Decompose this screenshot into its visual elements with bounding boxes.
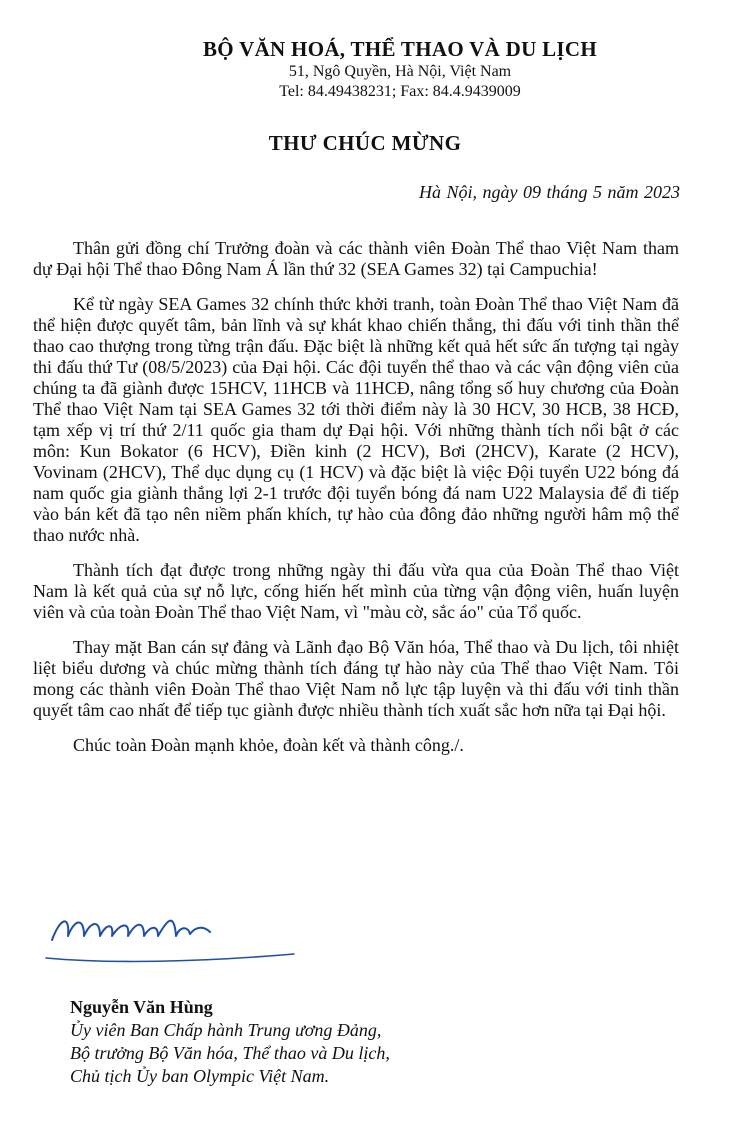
paragraph-congratulation: Thay mặt Ban cán sự đảng và Lãnh đạo Bộ Văn hóa, Thể thao và Du lịch, tôi nhiệt liệt biểu dương và chúc mừng thành tích đáng tự hào này của Thể thao Việt Nam. Tôi mong các thành viên Đoàn Thể thao Việt Nam nỗ lực tập luyện và thi đấu với tinh thần quyết tâm cao nhất để tiếp tục giành được nhiều thành tích xuất sắc hơn nữa tại Đại hội. bbox=[33, 637, 679, 720]
ministry-address: 51, Ngô Quyền, Hà Nội, Việt Nam bbox=[288, 63, 512, 80]
letter-body bbox=[33, 238, 679, 770]
ministry-contact: Tel: 84.49438231; Fax: 84.4.9439009 bbox=[279, 83, 521, 100]
paragraph-closing: Chúc toàn Đoàn mạnh khỏe, đoàn kết và thành công./. bbox=[73, 735, 464, 755]
letterhead bbox=[0, 36, 730, 102]
signer-role-3: Chủ tịch Ủy ban Olympic Việt Nam. bbox=[70, 1066, 330, 1086]
handwritten-signature bbox=[40, 896, 300, 968]
ministry-name: BỘ VĂN HOÁ, THỂ THAO VÀ DU LỊCH bbox=[203, 37, 597, 61]
signer-role-2: Bộ trưởng Bộ Văn hóa, Thể thao và Du lịch, bbox=[70, 1043, 390, 1063]
paragraph-effort: Thành tích đạt được trong những ngày thi đấu vừa qua của Đoàn Thể thao Việt Nam là kết quả của sự nỗ lực, cống hiến hết mình của từng vận động viên, huấn luyện viên và của toàn Đoàn Thể thao Việt Nam, vì "màu cờ, sắc áo" của Tổ quốc. bbox=[33, 560, 679, 622]
paragraph-achievements: Kể từ ngày SEA Games 32 chính thức khởi tranh, toàn Đoàn Thể thao Việt Nam đã thể hiện được quyết tâm, bản lĩnh và sự khát khao chiến thắng, thi đấu với tinh thần thể thao cao thượng trong từng trận đấu. Đặc biệt là những kết quả hết sức ấn tượng tại ngày thi đấu thứ Tư (08/5/2023) của Đại hội. Các đội tuyển thể thao và các vận động viên của chúng ta đã giành được 15HCV, 11HCB và 11HCĐ, nâng tổng số huy chương của Đoàn Thể thao Việt Nam tại SEA Games 32 tới thời điểm này là 30 HCV, 30 HCB, 38 HCĐ, tạm xếp vị trí thứ 2/11 quốc gia tham dự Đại hội. Với những thành tích nổi bật ở các môn: Kun Bokator (6 HCV), Điền kinh (2 HCV), Bơi (2HCV), Karate (2 HCV), Vovinam (2HCV), Thể dục dụng cụ (1 HCV) và đặc biệt là việc Đội tuyển U22 bóng đá nam quốc gia giành thắng lợi 2-1 trước đội tuyển bóng đá nam U22 Malaysia để đi tiếp vào bán kết đã tạo nên niềm phấn khích, tự hào của đông đảo những người hâm mộ thể thao nước nhà. bbox=[33, 294, 679, 545]
signer-role-1: Ủy viên Ban Chấp hành Trung ương Đảng, bbox=[70, 1020, 382, 1040]
paragraph-greeting: Thân gửi đồng chí Trưởng đoàn và các thành viên Đoàn Thể thao Việt Nam tham dự Đại hội Thể thao Đông Nam Á lần thứ 32 (SEA Games 32) tại Campuchia! bbox=[33, 238, 679, 279]
letter-title: THƯ CHÚC MỪNG bbox=[268, 131, 462, 155]
signer-name: Nguyễn Văn Hùng bbox=[70, 997, 213, 1017]
signer-block bbox=[70, 996, 390, 1088]
dateline: Hà Nội, ngày 09 tháng 5 năm 2023 bbox=[419, 182, 680, 202]
